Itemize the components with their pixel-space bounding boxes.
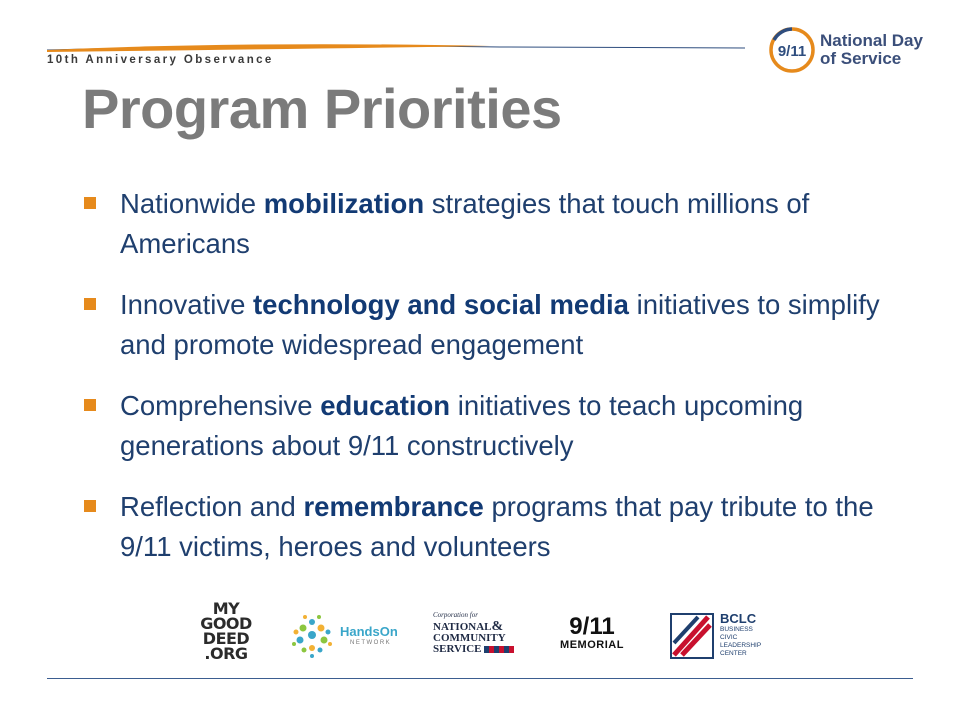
bclc-line-3: LEADERSHIP xyxy=(720,642,762,649)
dot-cluster-icon xyxy=(288,610,336,660)
cns-amp: & xyxy=(491,619,504,634)
badge-text: 9/11 xyxy=(777,43,807,60)
flag-stripe-icon xyxy=(484,646,514,653)
mygooddeed-logo xyxy=(196,601,256,661)
cns-line-1: Corporation for xyxy=(433,611,478,619)
bclc-line-4: CENTER xyxy=(720,650,747,657)
bclc-line-1: BUSINESS xyxy=(720,626,753,633)
list-item xyxy=(82,487,932,567)
911-memorial-logo xyxy=(552,615,632,657)
bullet-text-pre: Innovative xyxy=(120,289,254,320)
mgd-line-1: MY xyxy=(212,599,240,618)
header-rule xyxy=(0,0,760,56)
bullet-text-post: strategies that touch millions of Americans xyxy=(120,188,810,259)
cns-line-4: SERVICE xyxy=(433,643,482,655)
mgd-line-3: DEED xyxy=(202,629,250,648)
bullet-text-bold: remembrance xyxy=(303,491,484,522)
national-day-of-service-logo xyxy=(768,24,938,78)
memorial-label: MEMORIAL xyxy=(560,639,624,651)
handson-name: HandsOn xyxy=(340,624,398,639)
header-subtitle: 10th Anniversary Observance xyxy=(47,54,274,66)
bullet-text-pre: Reflection and xyxy=(120,491,304,522)
cns-line-3: COMMUNITY xyxy=(433,632,506,644)
mgd-line-2: GOOD xyxy=(200,614,252,633)
logo-line-1: National Day xyxy=(820,31,923,50)
mgd-line-4: .ORG xyxy=(204,644,248,663)
bullet-text-pre: Comprehensive xyxy=(120,390,321,421)
bclc-abbr: BCLC xyxy=(720,611,757,626)
bullet-text-post: programs that pay tribute to the 9/11 victims, heroes and volunteers xyxy=(120,491,874,562)
handson-network-logo xyxy=(288,610,400,662)
square-bullet-icon xyxy=(84,399,96,411)
square-bullet-icon xyxy=(84,500,96,512)
logo-line-2: of Service xyxy=(820,49,902,68)
list-item xyxy=(82,184,932,264)
priority-list xyxy=(82,184,932,588)
bclc-logo xyxy=(670,611,790,663)
bullet-text-bold: education xyxy=(320,390,451,421)
bullet-text-bold: technology and social media xyxy=(253,289,629,320)
list-item xyxy=(82,285,932,365)
footer-rule xyxy=(47,678,913,679)
bullet-text-post: initiatives to simplify and promote widespread engagement xyxy=(120,289,880,360)
bullet-text-pre: Nationwide xyxy=(120,188,264,219)
bullet-text-post: initiatives to teach upcoming generations about 9/11 constructively xyxy=(120,390,804,461)
cns-logo xyxy=(433,610,519,658)
handson-sub: NETWORK xyxy=(350,640,392,646)
bclc-flag-icon xyxy=(670,613,714,659)
nine-eleven-badge-icon xyxy=(768,26,818,76)
slide-title: Program Priorities xyxy=(82,77,562,140)
list-item xyxy=(82,386,932,466)
cns-line-2: NATIONAL xyxy=(433,621,492,633)
square-bullet-icon xyxy=(84,197,96,209)
bullet-text-bold: mobilization xyxy=(263,188,425,219)
bclc-line-2: CIVIC xyxy=(720,634,738,641)
square-bullet-icon xyxy=(84,298,96,310)
logo-text xyxy=(820,32,923,68)
memorial-mark: 9/11 xyxy=(569,613,615,640)
